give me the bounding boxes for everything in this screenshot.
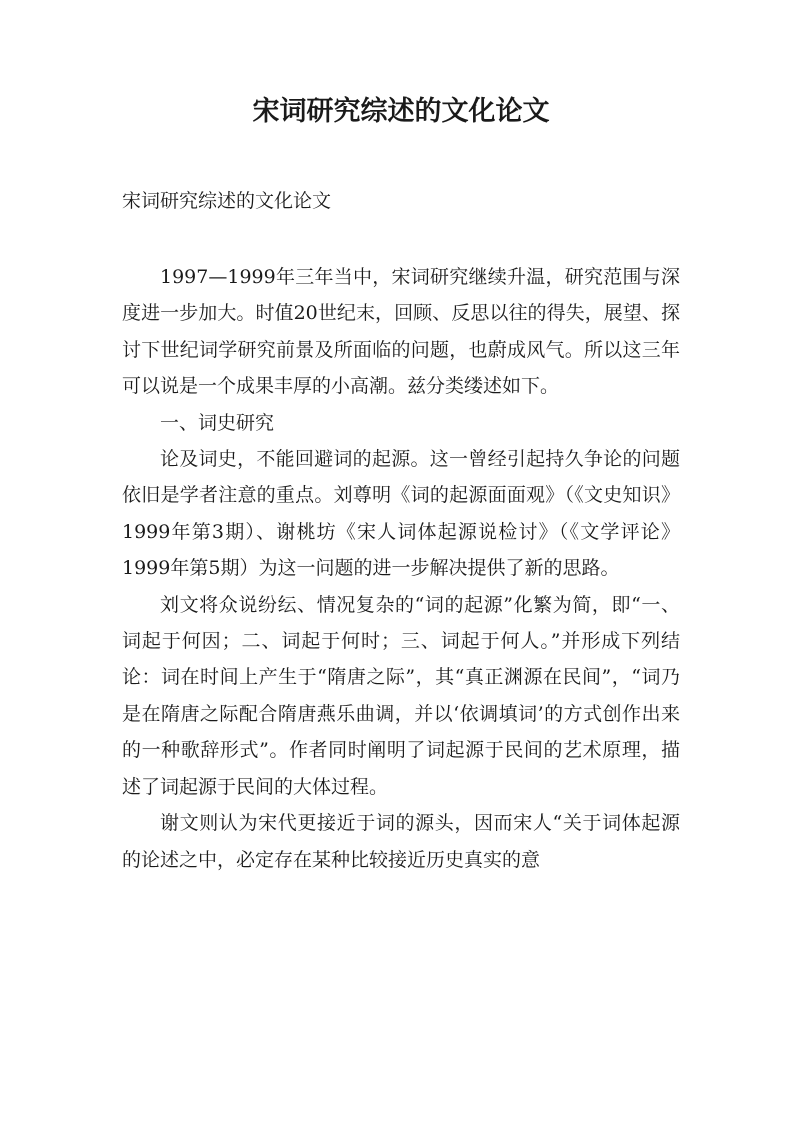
paragraph-intro: 1997—1999年三年当中，宋词研究继续升温，研究范围与深度进一步加大。时值20世纪末，回顾、反思以往的得失，展望、探讨下世纪词学研究前景及所面临的问题，也蔚成风气。所以这三年可以说是一个成果丰厚的小高潮。兹分类缕述如下。	[122, 266, 680, 398]
document-body	[122, 259, 680, 878]
document-subtitle: 宋词研究综述的文化论文	[122, 190, 332, 212]
paragraph-liu-article: 刘文将众说纷纭、情况复杂的“词的起源”化繁为简，即“一、词起于何因；二、词起于何时；三、词起于何人。”并形成下列结论：词在时间上产生于“隋唐之际”，其“真正渊源在民间”，“词乃是在隋唐之际配合隋唐燕乐曲调，并以‘依调填词’的方式创作出来的一种歌辞形式”。作者同时阐明了词起源于民间的艺术原理，描述了词起源于民间的大体过程。	[122, 593, 680, 798]
document-title: 宋词研究综述的文化论文	[252, 96, 550, 127]
paragraph-ci-origin: 论及词史，不能回避词的起源。这一曾经引起持久争论的问题依旧是学者注意的重点。刘尊明《词的起源面面观》（《文史知识》1999年第3期）、谢桃坊《宋人词体起源说检讨》（《文学评论》1999年第5期）为这一问题的进一步解决提供了新的思路。	[122, 448, 680, 580]
paragraph-xie-article: 谢文则认为宋代更接近于词的源头，因而宋人“关于词体起源的论述之中，必定存在某种比较接近历史真实的意	[122, 812, 680, 871]
section-heading-ci-history: 一、词史研究	[160, 411, 275, 434]
